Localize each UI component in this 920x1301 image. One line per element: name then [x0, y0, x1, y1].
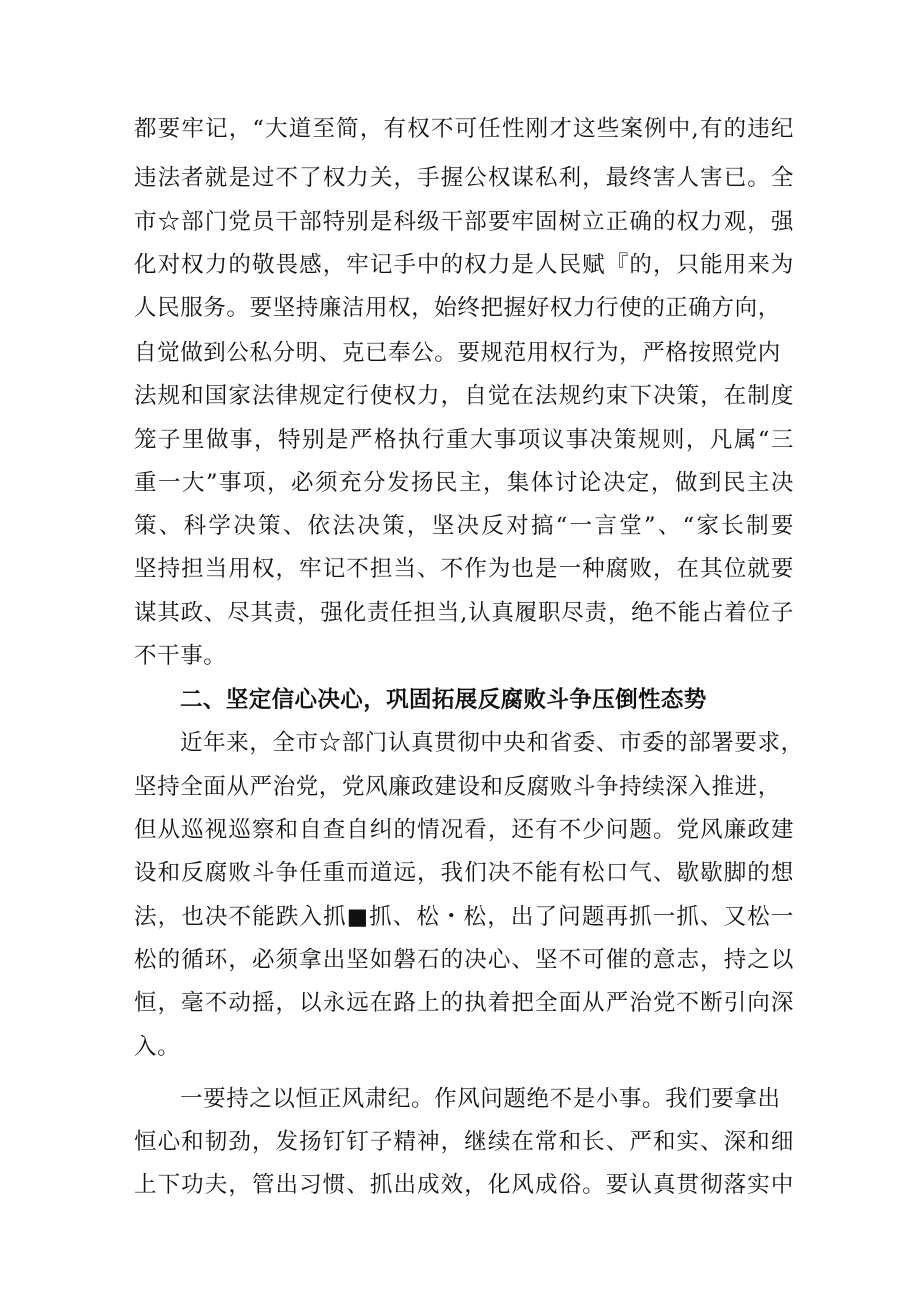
paragraph-line: 松的循环，必须拿出坚如磐石的决心、坚不可催的意志，持之以 — [134, 947, 794, 973]
paragraph-line: 市☆部门党员干部特别是科级干部要牢固树立正确的权力观，强 — [134, 209, 794, 235]
paragraph-line: 恒心和韧劲，发扬钉钉子精神，继续在常和长、严和实、深和细 — [134, 1129, 794, 1155]
paragraph-line: 上下功夫，管出习惯、抓出成效，化风成俗。要认真贯彻落实中 — [134, 1172, 794, 1198]
section-heading: 二、坚定信心决心，巩固拓展反腐败斗争压倒性态势 — [180, 687, 707, 713]
paragraph-line: 人民服务。要坚持廉洁用权，始终把握好权力行使的正确方向， — [134, 295, 781, 321]
paragraph-line: 笼子里做事，特别是严格执行重大事项议事决策规则，凡属“三 — [134, 427, 794, 453]
paragraph-line: 但从巡视巡察和自查自纠的情况看，还有不少问题。党风廉政建 — [134, 817, 794, 843]
paragraph-line: 都要牢记，“大道至简，有权不可任性刚才这些案例中,有的违纪 — [134, 116, 794, 142]
paragraph-line: 入。 — [134, 1034, 181, 1060]
paragraph-line: 化对权力的敬畏感，牢记手中的权力是人民赋『的，只能用来为 — [134, 252, 794, 278]
paragraph-line: 设和反腐败斗争任重而道远，我们决不能有松口气、歇歇脚的想 — [134, 860, 794, 886]
paragraph-line: 法，也决不能跌入抓■抓、松・松，出了问题再抓一抓、又松一 — [134, 904, 794, 930]
paragraph-line: 违法者就是过不了权力关，手握公权谋私利，最终害人害已。全 — [134, 165, 794, 191]
paragraph-line: 重一大”事项，必须充分发扬民主，集体讨论决定，做到民主决 — [134, 470, 794, 496]
paragraph-line: 一要持之以恒正风肃纪。作风问题绝不是小事。我们要拿出 — [180, 1086, 781, 1112]
paragraph-line: 坚持担当用权，牢记不担当、不作为也是一种腐败，在其位就要 — [134, 556, 794, 582]
paragraph-line: 谋其政、尽其责，强化责任担当,认真履职尽责，绝不能占着位子 — [134, 600, 794, 626]
paragraph-line: 法规和国家法律规定行使权力，自觉在法规约束下决策，在制度 — [134, 383, 794, 409]
paragraph-line: 坚持全面从严治党，党风廉政建设和反腐败斗争持续深入推进， — [134, 774, 781, 800]
paragraph-line: 不干事。 — [134, 643, 227, 669]
paragraph-line: 自觉做到公私分明、克已奉公。要规范用权行为，严格按照党内 — [134, 340, 781, 366]
paragraph-line: 恒，毫不动摇，以永远在路上的执着把全面从严治党不断引向深 — [134, 990, 794, 1016]
paragraph-line: 策、科学决策、依法决策，坚决反对搞“一言堂”、“家长制要 — [134, 513, 794, 539]
paragraph-line: 近年来，全市☆部门认真贯彻中央和省委、市委的部署要求， — [180, 730, 804, 756]
